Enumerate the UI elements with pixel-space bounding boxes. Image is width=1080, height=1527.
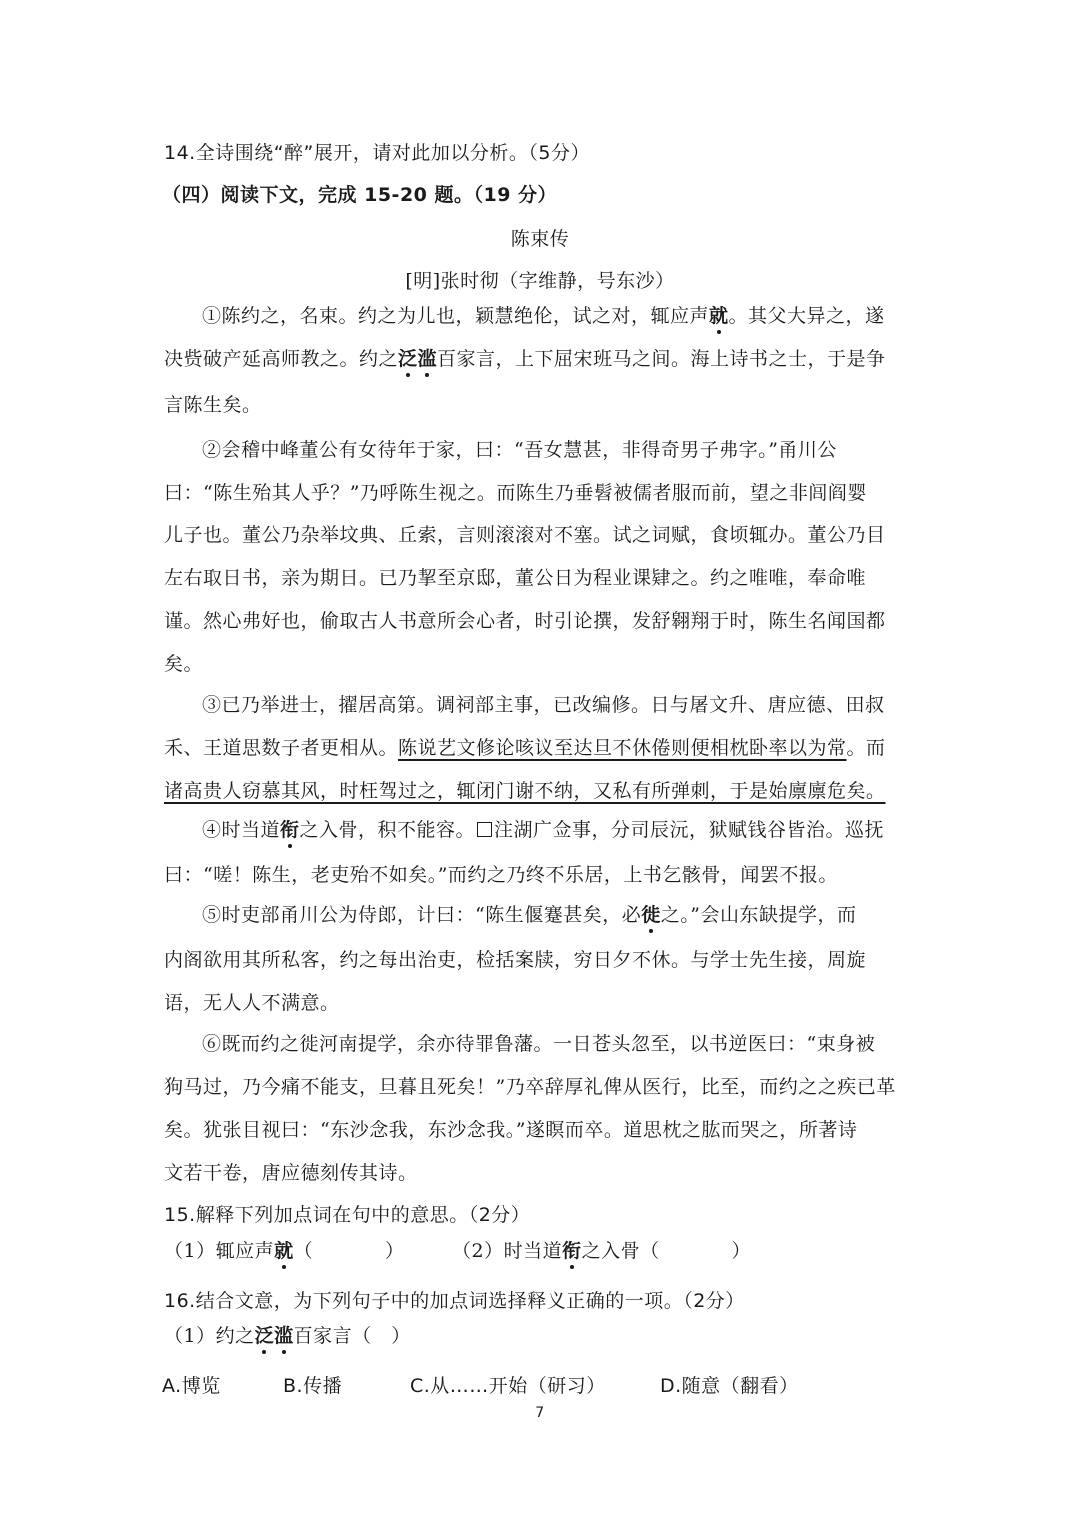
section-heading: （四）阅读下文，完成 15-20 题。（19 分）	[162, 184, 558, 206]
paragraph-3-line-1: ③已乃举进士，擢居高第。调祠部主事，已改编修。日与屠文升、唐应德、田叔	[202, 694, 885, 716]
paragraph-5-line-3: 语，无人人不满意。	[164, 992, 340, 1014]
dotted-word: 泛	[398, 348, 418, 370]
question-15: 15.解释下列加点词在句中的意思。（2分）	[164, 1204, 531, 1226]
question-15-item-1: （1）辄应声就（ ）	[164, 1240, 405, 1262]
paragraph-2-line-4: 左右取日书，亲为期日。已乃挈至京邸，董公日为程业课肄之。约之唯唯，奉命唯	[164, 567, 867, 589]
blank-box	[477, 822, 492, 837]
option-d: D.随意（翻看）	[660, 1375, 799, 1397]
paragraph-6-line-3: 矣。犹张目视曰：“东沙念我，东沙念我。”遂瞑而卒。道思枕之肱而哭之，所著诗	[164, 1119, 858, 1141]
dotted-word: 徙	[641, 904, 661, 926]
paragraph-1-line-2: 决赀破产延高师教之。约之泛滥百家言，上下屈宋班马之间。海上诗书之士，于是争	[164, 348, 886, 370]
paragraph-3-line-2: 禾、王道思数子者更相从。陈说艺文修论咳议至达旦不休倦则便相枕卧率以为常。而	[164, 737, 886, 759]
paragraph-2-line-6: 矣。	[164, 653, 204, 675]
paragraph-2-line-5: 谨。然心弗好也，偷取古人书意所会心者，时引论撰，发舒翱翔于时，陈生名闻国都	[164, 610, 886, 632]
page-number: 7	[535, 1405, 545, 1421]
question-15-item-2: （2）时当道衔之入骨（ ）	[452, 1240, 752, 1262]
paragraph-2-line-1: ②会稽中峰董公有女待年于家，曰：“吾女慧甚，非得奇男子弗字。”甬川公	[202, 439, 837, 461]
dotted-word: 滥	[417, 348, 438, 370]
paragraph-4-line-1: ④时当道衔之入骨，积不能容。 注湖广佥事，分司辰沅，狱赋钱谷皆治。巡抚	[202, 819, 885, 841]
dotted-word: 就	[709, 305, 729, 327]
paragraph-6-line-2: 狗马过，乃今痛不能支，旦暮且死矣！”乃卒辞厚礼俾从医行，比至，而约之之疾已革	[164, 1076, 896, 1098]
passage-title: 陈束传	[510, 228, 570, 250]
paragraph-5-line-2: 内阁欲用其所私客，约之每出治吏，检括案牍，穷日夕不休。与学士先生接，周旋	[164, 949, 867, 971]
option-a: A.博览	[162, 1375, 221, 1397]
question-16-item-1: （1）约之泛滥百家言（ ）	[164, 1325, 411, 1347]
question-14: 14.全诗围绕“醉”展开，请对此加以分析。（5分）	[164, 142, 590, 164]
paragraph-4-line-2: 曰：“嗟！陈生，老吏殆不如矣。”而约之乃终不乐居，上书乞骸骨，闻罢不报。	[164, 864, 838, 886]
dotted-word: 泛	[254, 1325, 275, 1347]
dotted-word: 就	[274, 1240, 294, 1262]
dotted-word: 衔	[280, 819, 300, 841]
option-b: B.传播	[283, 1375, 343, 1397]
underlined-sentence: 陈说艺文修论咳议至达旦不休倦则便相枕卧率以为常	[398, 737, 847, 759]
dotted-word: 衔	[562, 1240, 582, 1262]
paragraph-1-line-1: ①陈约之，名束。约之为儿也，颖慧绝伦，试之对，辄应声就。其父大异之，遂	[202, 305, 885, 327]
question-16: 16.结合文意，为下列句子中的加点词选择释义正确的一项。（2分）	[164, 1290, 745, 1312]
paragraph-2-line-2: 曰：“陈生殆其人乎？”乃呼陈生视之。而陈生乃垂髫被儒者服而前，望之非闾阎婴	[164, 482, 867, 504]
paragraph-6-line-4: 文若干卷，唐应德刻传其诗。	[164, 1162, 418, 1184]
paragraph-5-line-1: ⑤时吏部甬川公为侍郎，计曰：“陈生偃蹇甚矣，必徙之。”会山东缺提学，而	[202, 904, 857, 926]
paragraph-6-line-1: ⑥既而约之徙河南提学，余亦待罪鲁藩。一日苍头忽至，以书逆医曰：“束身被	[202, 1033, 876, 1055]
passage-author: [明]张时彻（字维静，号东沙）	[405, 270, 675, 292]
paragraph-2-line-3: 儿子也。董公乃杂举坟典、丘索，言则滚滚对不塞。试之词赋，食顷辄办。董公乃目	[164, 524, 886, 546]
paragraph-1-line-3: 言陈生矣。	[164, 394, 262, 416]
paragraph-3-line-3: 诸高贵人窃慕其风，时枉驾过之，辄闭门谢不纳，又私有所弹刺，于是始廪廪危矣。	[164, 780, 886, 802]
option-c: C.从……开始（研习）	[410, 1375, 606, 1397]
dotted-word: 滥	[274, 1325, 294, 1347]
